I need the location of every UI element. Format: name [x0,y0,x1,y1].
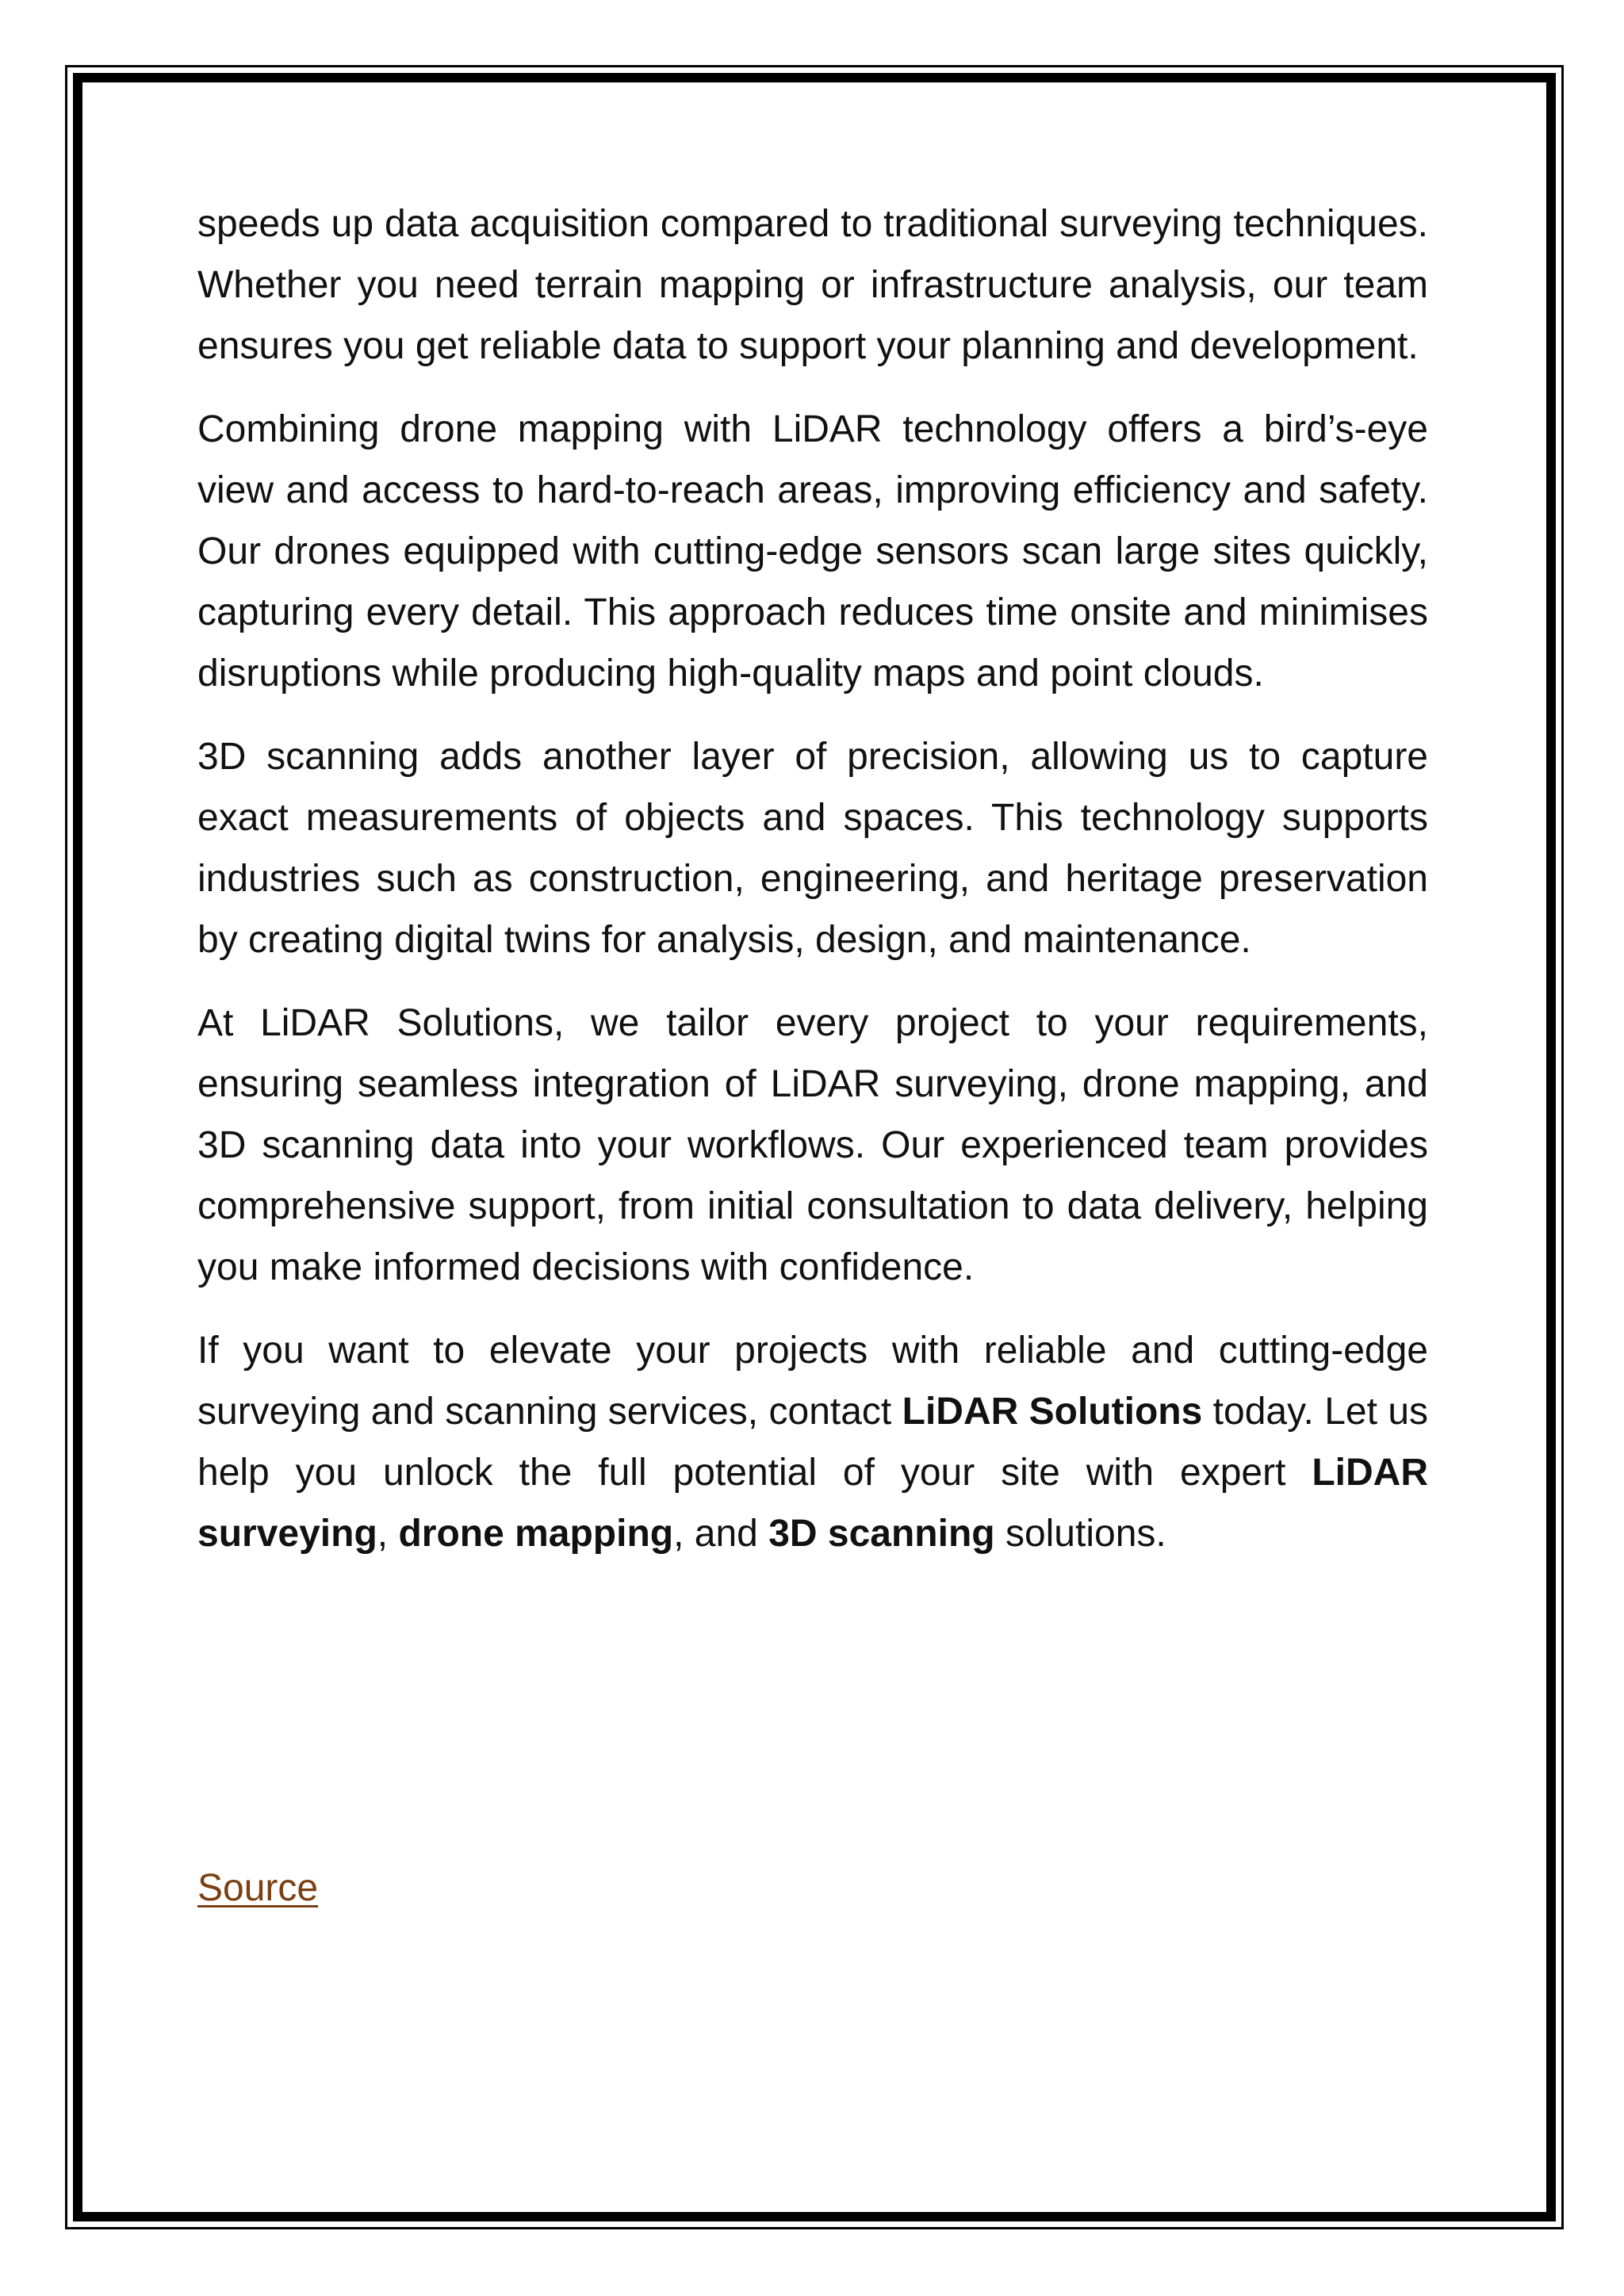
paragraph-data-acquisition: speeds up data acquisition compared to traditional surveying techniques. Whether you need terrain mapping or infrastructure analysis, our team ensures you get reliable data to support your planning and development. [197,203,1428,367]
paragraph-drone-mapping: Combining drone mapping with LiDAR technology offers a bird’s-eye view and access to hard-to-reach areas, improving efficiency and safety. Our drones equipped with cutting-edge sensors scan large sites quickly, capturing every detail. This approach reduces time onsite and minimises disruptions while producing high-quality maps and point clouds. [197,408,1428,695]
closing-bold-3d-scanning: 3D scanning [768,1513,995,1555]
paragraph-3d-scanning: 3D scanning adds another layer of precision, allowing us to capture exact measurements of objects and spaces. This technology supports industries such as construction, engineering, and heritage preservation by creating digital twins for analysis, design, and maintenance. [197,736,1428,961]
closing-text-1: If you want to elevate your projects with reliable and cutting-edge surveying and scanning services, contact [197,1330,1428,1433]
closing-bold-drone-mapping: drone mapping [398,1513,674,1555]
closing-bold-company: LiDAR Solutions [902,1391,1203,1433]
closing-bold-lidar-surveying: LiDAR surveying [197,1452,1428,1555]
paragraph-closing [197,1320,1428,1564]
closing-text-4: , and [673,1513,769,1555]
source-link[interactable]: Source [197,1867,319,1909]
closing-text-3: , [377,1513,399,1555]
paragraph-lidar-solutions: At LiDAR Solutions, we tailor every project to your requirements, ensuring seamless integration of LiDAR surveying, drone mapping, and 3D scanning data into your workflows. Our experienced team provides comprehensive support, from initial consultation to data delivery, helping you make informed decisions with confidence. [197,1002,1428,1288]
closing-text-2: today. Let us help you unlock the full potential of your site with expert [197,1391,1429,1494]
closing-text-5: solutions. [994,1513,1166,1555]
document-body [197,193,1428,1586]
